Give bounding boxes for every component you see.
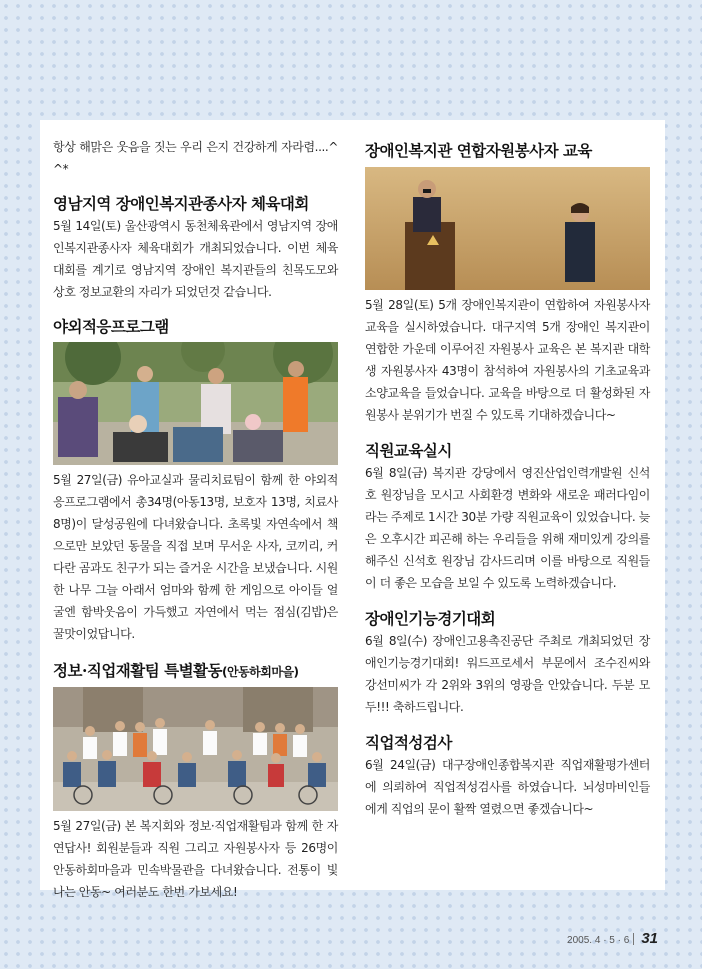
newsletter-page <box>40 120 665 899</box>
special-body: 5월 27일(금) 본 복지회와 정보·직업재활팀과 함께 한 자연답사! 회원분들과 직원 그리고 자원봉사자 등 26명이 안동하회마을과 민속박물관을 다녀왔습니다. 전통이 빛나는 안동~ 여러분도 한번 가보세요! <box>53 819 338 899</box>
outdoor-heading: 야외적응프로그램 <box>53 317 169 336</box>
skills-heading: 장애인기능경기대회 <box>365 609 496 628</box>
page-number: 31 <box>641 930 658 947</box>
special-heading <box>53 660 338 683</box>
footer-divider <box>633 933 634 945</box>
volunteer-training-photo <box>365 167 650 290</box>
special-heading-sub: (안동하회마을) <box>222 665 299 679</box>
skills-body: 6월 8일(수) 장애인고용촉진공단 주최로 개최되었던 장애인기능경기대회! 워드프로세서 부문에서 조수진씨와 강선미씨가 각 2위와 3위의 영광을 안았습니다. 두분 모두!!! 축하드립니다. <box>365 634 650 714</box>
outdoor-body: 5월 27일(금) 유아교실과 물리치료팀이 함께 한 야외적응프로그램에서 총34명(아동13명, 보호자 13명, 치료사 8명)이 달성공원에 다녀왔습니다. 초록빛 자연속에서 책으로만 보았던 동물을 직접 보며 무서운 사자, 코끼리, 커다란 곰과도 친구가 되는 즐거운 시간을 보냈습니다. 시원한 나무 그늘 아래서 엄마와 함께 한 게임으로 아이들 얼굴엔 함박웃음이 가득했고 자연에서 먹는 점심(김밥)은 꿀맛이었답니다. <box>53 473 338 641</box>
aptitude-body: 6월 24일(금) 대구장애인종합복지관 직업재활평가센터에 의뢰하여 직업적성검사를 하였습니다. 뇌성마비인들에게 직업의 문이 활짝 열렸으면 좋겠습니다~ <box>365 758 650 816</box>
outdoor-program-photo <box>53 342 338 465</box>
sports-heading: 영남지역 장애인복지관종사자 체육대회 <box>53 194 309 213</box>
left-column <box>53 120 338 903</box>
volunteer-heading: 장애인복지관 연합자원봉사자 교육 <box>365 141 592 160</box>
volunteer-body: 5월 28일(토) 5개 장애인복지관이 연합하여 자원봉사자 교육을 실시하였습니다. 대구지역 5개 장애인 복지관이 연합한 가운데 이루어진 자원봉사 교육은 본 복지관 대학생 자원봉사자 43명이 참석하여 자원봉사의 기초교육과 소양교육을 들었습니다. 교육을 바탕으로 더 활성화된 자원봉사 분위기가 번질 수 있도록 기대하겠습니다~ <box>365 298 650 422</box>
aptitude-heading: 직업적성검사 <box>365 733 452 752</box>
special-heading-main: 정보·직업재활팀 특별활동 <box>53 661 222 680</box>
right-column <box>365 120 650 820</box>
staff-body: 6월 8일(금) 복지관 강당에서 영진산업인력개발원 신석호 원장님을 모시고 사회환경 변화와 새로운 패러다임이라는 주제로 1시간 30분 가량 직원교육이 있었습니다. 늦은 오후시간 피곤해 하는 우리들을 위해 재미있게 강의를 해주신 신석호 원장님 감사드리며 이를 바탕으로 직원들이 더 좋은 모습을 보일 수 있도록 노력하겠습니다. <box>365 466 650 590</box>
sports-body: 5월 14일(토) 울산광역시 동천체육관에서 영남지역 장애인복지관종사자 체육대회가 개최되었습니다. 이번 체육대회를 계기로 영남지역 장애인 복지관들의 친목도모와 상호 정보교환의 자리가 되었던것 같습니다. <box>53 219 338 299</box>
issue-date: 2005. 4 · 5 · 6 <box>567 935 630 946</box>
page-footer <box>567 930 658 947</box>
intro-text: 항상 해맑은 웃음을 짓는 우리 은지 건강하게 자라렴....^^* <box>53 140 338 176</box>
staff-heading: 직원교육실시 <box>365 441 452 460</box>
group-trip-photo <box>53 687 338 811</box>
